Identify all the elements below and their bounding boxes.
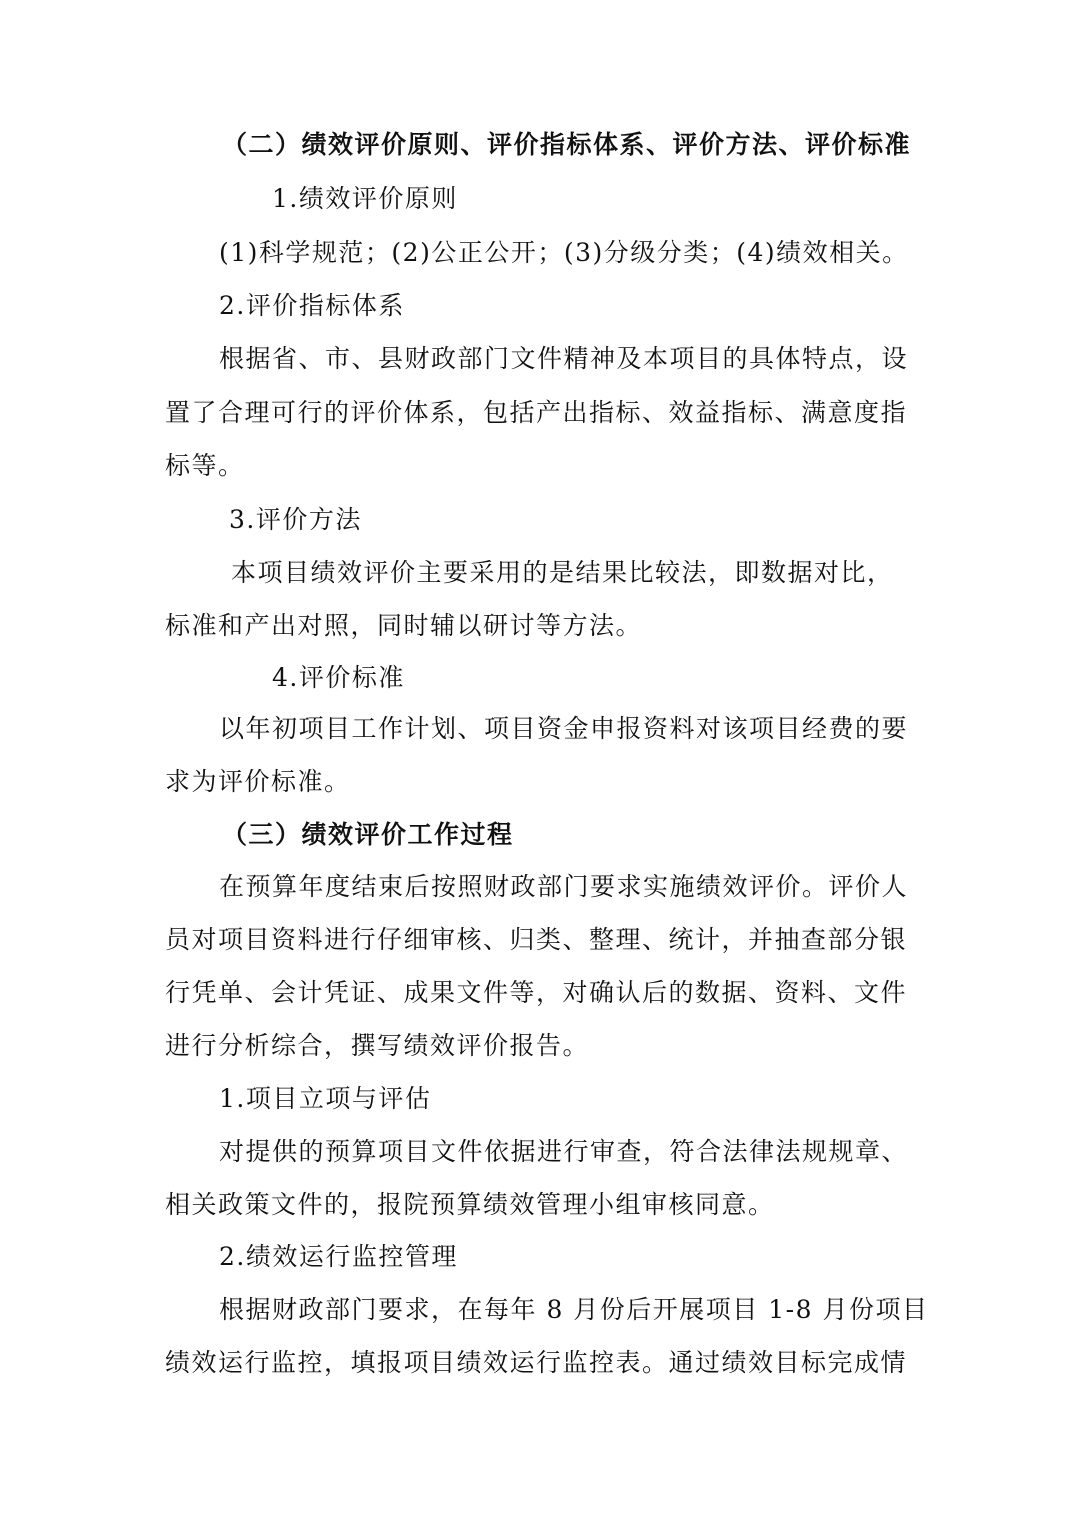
paragraph-line: 标准和产出对照，同时辅以研讨等方法。 xyxy=(165,611,643,640)
subsection-title-standards: 4.评价标准 xyxy=(272,663,405,692)
paragraph-line: 进行分析综合，撰写绩效评价报告。 xyxy=(165,1031,590,1060)
section-2-heading: （二）绩效评价原则、评价指标体系、评价方法、评价标准 xyxy=(222,130,912,159)
paragraph-line: 求为评价标准。 xyxy=(165,767,351,796)
paragraph-line: 绩效运行监控，填报项目绩效运行监控表。通过绩效目标完成情 xyxy=(165,1348,908,1377)
paragraph-line: 对提供的预算项目文件依据进行审查，符合法律法规规章、 xyxy=(219,1137,909,1166)
subsection-title-project-approval: 1.项目立项与评估 xyxy=(219,1084,432,1113)
paragraph-line: 以年初项目工作计划、项目资金申报资料对该项目经费的要 xyxy=(219,714,909,743)
principles-text: (1)科学规范；(2)公正公开；(3)分级分类；(4)绩效相关。 xyxy=(219,238,909,267)
subsection-title-indicator-system: 2.评价指标体系 xyxy=(219,291,405,320)
section-3-heading: （三）绩效评价工作过程 xyxy=(222,820,514,849)
subsection-title-monitoring: 2.绩效运行监控管理 xyxy=(219,1242,458,1271)
paragraph-line: 根据省、市、县财政部门文件精神及本项目的具体特点，设 xyxy=(219,344,909,373)
paragraph-line: 在预算年度结束后按照财政部门要求实施绩效评价。评价人 xyxy=(219,872,909,901)
paragraph-line: 员对项目资料进行仔细审核、归类、整理、统计，并抽查部分银 xyxy=(165,925,908,954)
paragraph-line: 根据财政部门要求，在每年 8 月份后开展项目 1-8 月份项目 xyxy=(219,1295,929,1324)
subsection-title-methods: 3.评价方法 xyxy=(229,505,362,534)
paragraph-line: 标等。 xyxy=(165,451,245,480)
paragraph-line: 置了合理可行的评价体系，包括产出指标、效益指标、满意度指 xyxy=(165,398,908,427)
subsection-title-principles: 1.绩效评价原则 xyxy=(272,184,458,213)
paragraph-line: 相关政策文件的，报院预算绩效管理小组审核同意。 xyxy=(165,1190,775,1219)
paragraph-line: 本项目绩效评价主要采用的是结果比较法，即数据对比， xyxy=(231,558,894,587)
paragraph-line: 行凭单、会计凭证、成果文件等，对确认后的数据、资料、文件 xyxy=(165,978,908,1007)
